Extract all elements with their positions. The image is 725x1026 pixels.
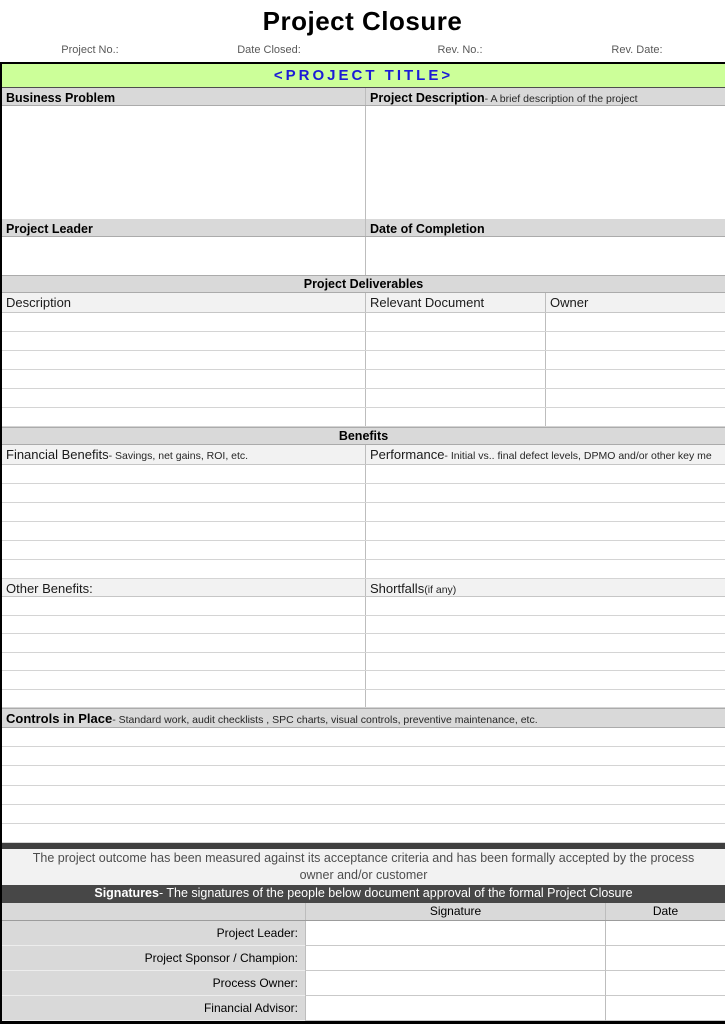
other-benefit-cell[interactable] bbox=[2, 671, 365, 689]
benefit-cell[interactable] bbox=[2, 522, 365, 540]
date-of-completion-cell[interactable] bbox=[365, 237, 725, 275]
signature-input-cell[interactable] bbox=[305, 921, 605, 946]
other-benefit-row bbox=[2, 653, 725, 672]
date-of-completion-header bbox=[365, 219, 725, 236]
signature-rows bbox=[2, 921, 725, 1021]
financial-benefits-label: Financial Benefits bbox=[6, 447, 109, 462]
date-input-cell[interactable] bbox=[605, 996, 725, 1021]
deliverable-cell[interactable] bbox=[365, 408, 545, 426]
description-column-label: Description bbox=[6, 295, 72, 310]
other-benefit-cell[interactable] bbox=[365, 616, 725, 634]
controls-in-place-header bbox=[2, 708, 725, 728]
deliverable-cell[interactable] bbox=[365, 389, 545, 407]
shortfalls-header bbox=[365, 579, 725, 596]
other-benefit-row bbox=[2, 597, 725, 616]
date-input-cell[interactable] bbox=[605, 921, 725, 946]
benefit-cell[interactable] bbox=[2, 503, 365, 521]
financial-benefits-header bbox=[2, 445, 365, 464]
business-problem-header bbox=[2, 88, 365, 105]
benefit-cell[interactable] bbox=[2, 560, 365, 578]
signature-column-header: Signature bbox=[305, 903, 605, 920]
benefit-row bbox=[2, 560, 725, 579]
deliverable-cell[interactable] bbox=[545, 351, 725, 369]
deliverable-row bbox=[2, 313, 725, 332]
benefit-cell[interactable] bbox=[365, 560, 725, 578]
leader-completion-header bbox=[2, 219, 725, 237]
deliverable-cell[interactable] bbox=[545, 408, 725, 426]
signatures-hint: - The signatures of the people below document approval of the formal Project Closure bbox=[158, 886, 633, 901]
benefit-cell[interactable] bbox=[365, 503, 725, 521]
other-benefit-cell[interactable] bbox=[365, 597, 725, 615]
benefit-row bbox=[2, 503, 725, 522]
benefit-cell[interactable] bbox=[365, 522, 725, 540]
deliverable-row bbox=[2, 351, 725, 370]
other-benefit-row bbox=[2, 634, 725, 653]
control-row bbox=[2, 805, 725, 824]
other-benefit-cell[interactable] bbox=[2, 616, 365, 634]
date-column-header: Date bbox=[605, 903, 725, 920]
signatures-label: Signatures bbox=[94, 886, 159, 901]
signature-row bbox=[2, 996, 725, 1021]
shortfalls-hint: (if any) bbox=[424, 584, 457, 596]
deliverable-row bbox=[2, 389, 725, 408]
deliverable-row bbox=[2, 332, 725, 351]
control-row bbox=[2, 786, 725, 805]
benefit-cell[interactable] bbox=[2, 541, 365, 559]
control-cell[interactable] bbox=[2, 786, 725, 804]
deliverable-cell[interactable] bbox=[2, 313, 365, 331]
deliverables-rows bbox=[2, 313, 725, 427]
deliverable-cell[interactable] bbox=[2, 408, 365, 426]
deliverables-column-headers bbox=[2, 293, 725, 313]
control-row bbox=[2, 747, 725, 766]
meta-labels-row bbox=[0, 40, 725, 62]
deliverable-row bbox=[2, 408, 725, 427]
other-benefits-header bbox=[2, 579, 365, 596]
benefit-cell[interactable] bbox=[2, 465, 365, 483]
deliverable-cell[interactable] bbox=[365, 332, 545, 350]
other-benefit-cell[interactable] bbox=[365, 671, 725, 689]
deliverable-cell[interactable] bbox=[545, 389, 725, 407]
business-problem-cell[interactable] bbox=[2, 106, 365, 219]
problem-description-content bbox=[2, 106, 725, 219]
other-benefit-cell[interactable] bbox=[365, 690, 725, 708]
financial-benefits-hint: - Savings, net gains, ROI, etc. bbox=[108, 450, 249, 462]
control-cell[interactable] bbox=[2, 805, 725, 823]
project-leader-header bbox=[2, 219, 365, 236]
deliverable-row bbox=[2, 370, 725, 389]
performance-hint: - Initial vs.. final defect levels, DPMO and/or other key me bbox=[444, 450, 712, 462]
benefit-row bbox=[2, 522, 725, 541]
rev-no-label: Rev. No.: bbox=[437, 44, 483, 56]
deliverable-cell[interactable] bbox=[365, 370, 545, 388]
project-title-banner[interactable]: <PROJECT TITLE> bbox=[2, 64, 725, 88]
other-benefit-cell[interactable] bbox=[2, 634, 365, 652]
acceptance-statement: The project outcome has been measured against its acceptance criteria and has been formally accepted by the process owner and/or customer bbox=[2, 849, 725, 885]
benefits-rows bbox=[2, 465, 725, 579]
project-description-cell[interactable] bbox=[365, 106, 725, 219]
signatures-bar bbox=[2, 885, 725, 903]
signature-row-label: Process Owner: bbox=[2, 971, 305, 996]
deliverable-cell[interactable] bbox=[545, 370, 725, 388]
signature-row-label: Project Leader: bbox=[2, 921, 305, 946]
benefit-row bbox=[2, 484, 725, 503]
signature-input-cell[interactable] bbox=[305, 996, 605, 1021]
other-benefit-cell[interactable] bbox=[365, 634, 725, 652]
control-cell[interactable] bbox=[2, 824, 725, 842]
performance-label: Performance bbox=[370, 447, 445, 462]
controls-in-place-hint: - Standard work, audit checklists , SPC charts, visual controls, preventive maintenance, etc. bbox=[112, 714, 538, 726]
rev-date-label: Rev. Date: bbox=[611, 44, 663, 56]
date-of-completion-label: Date of Completion bbox=[370, 222, 485, 236]
signature-row bbox=[2, 921, 725, 946]
deliverable-cell[interactable] bbox=[545, 313, 725, 331]
benefit-cell[interactable] bbox=[365, 541, 725, 559]
other-benefit-cell[interactable] bbox=[2, 597, 365, 615]
benefit-cell[interactable] bbox=[365, 484, 725, 502]
performance-header bbox=[365, 445, 725, 464]
signatures-blank-header bbox=[2, 903, 305, 920]
date-input-cell[interactable] bbox=[605, 946, 725, 971]
deliverable-cell[interactable] bbox=[545, 332, 725, 350]
signature-row bbox=[2, 946, 725, 971]
control-row bbox=[2, 766, 725, 785]
form-sheet bbox=[0, 62, 725, 1024]
control-cell[interactable] bbox=[2, 747, 725, 765]
project-no-label: Project No.: bbox=[61, 44, 119, 56]
deliverables-document-header bbox=[365, 293, 545, 312]
control-cell[interactable] bbox=[2, 766, 725, 784]
other-benefit-cell[interactable] bbox=[2, 690, 365, 708]
project-leader-label: Project Leader bbox=[6, 222, 93, 236]
project-leader-cell[interactable] bbox=[2, 237, 365, 275]
control-row bbox=[2, 824, 725, 843]
date-input-cell[interactable] bbox=[605, 971, 725, 996]
control-cell[interactable] bbox=[2, 728, 725, 746]
project-description-label: Project Description bbox=[370, 91, 485, 105]
benefit-row bbox=[2, 465, 725, 484]
signature-row bbox=[2, 971, 725, 996]
benefit-cell[interactable] bbox=[2, 484, 365, 502]
other-benefit-cell[interactable] bbox=[2, 653, 365, 671]
shortfalls-label: Shortfalls bbox=[370, 581, 425, 596]
benefit-row bbox=[2, 541, 725, 560]
leader-completion-content bbox=[2, 237, 725, 275]
signature-row-label: Project Sponsor / Champion: bbox=[2, 946, 305, 971]
controls-rows bbox=[2, 728, 725, 843]
benefit-cell[interactable] bbox=[365, 465, 725, 483]
other-benefits-rows bbox=[2, 597, 725, 708]
deliverable-cell[interactable] bbox=[2, 389, 365, 407]
deliverables-section-title: Project Deliverables bbox=[2, 275, 725, 293]
other-benefit-row bbox=[2, 671, 725, 690]
deliverables-owner-header bbox=[545, 293, 725, 312]
owner-column-label: Owner bbox=[550, 295, 589, 310]
deliverable-cell[interactable] bbox=[365, 351, 545, 369]
date-closed-label: Date Closed: bbox=[237, 44, 301, 56]
signature-input-cell[interactable] bbox=[305, 971, 605, 996]
problem-description-header bbox=[2, 88, 725, 106]
benefits-section-title: Benefits bbox=[2, 427, 725, 445]
project-description-hint: - A brief description of the project bbox=[484, 93, 638, 105]
deliverable-cell[interactable] bbox=[2, 370, 365, 388]
other-benefits-headers bbox=[2, 579, 725, 597]
deliverables-description-header bbox=[2, 293, 365, 312]
controls-in-place-label: Controls in Place bbox=[6, 711, 113, 726]
signature-row-label: Financial Advisor: bbox=[2, 996, 305, 1021]
signatures-column-headers bbox=[2, 903, 725, 921]
signature-input-cell[interactable] bbox=[305, 946, 605, 971]
page-title: Project Closure bbox=[262, 6, 463, 36]
other-benefit-row bbox=[2, 616, 725, 635]
other-benefits-label: Other Benefits: bbox=[6, 581, 93, 596]
project-description-header bbox=[365, 88, 725, 105]
business-problem-label: Business Problem bbox=[6, 91, 116, 105]
control-row bbox=[2, 728, 725, 747]
deliverable-cell[interactable] bbox=[365, 313, 545, 331]
other-benefit-row bbox=[2, 690, 725, 709]
other-benefit-cell[interactable] bbox=[365, 653, 725, 671]
benefits-column-headers bbox=[2, 445, 725, 465]
deliverable-cell[interactable] bbox=[2, 351, 365, 369]
relevant-document-column-label: Relevant Document bbox=[370, 295, 485, 310]
deliverable-cell[interactable] bbox=[2, 332, 365, 350]
